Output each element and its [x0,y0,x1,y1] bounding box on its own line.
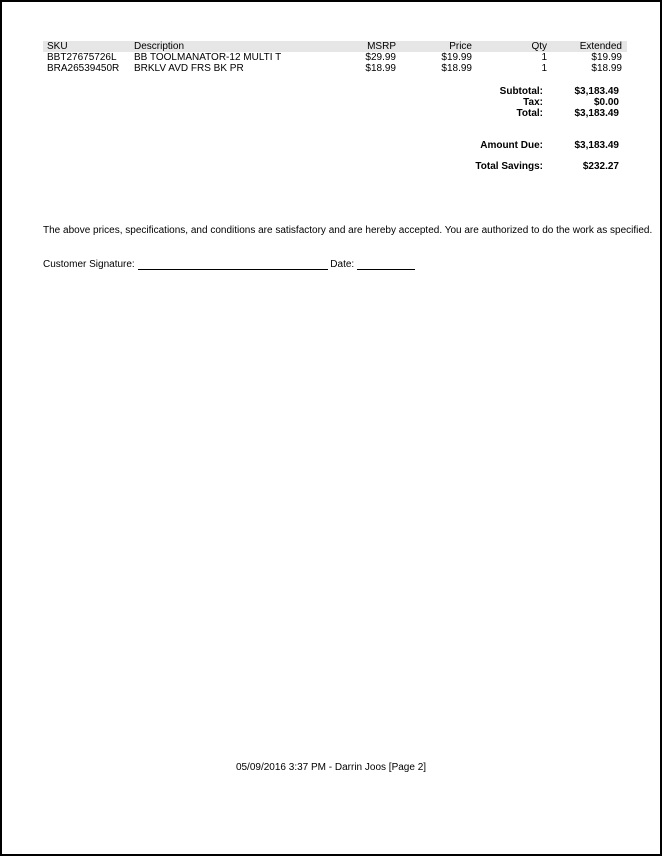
header-extended: Extended [579,41,622,52]
row-extended: $18.99 [591,63,622,74]
row-price: $19.99 [441,52,472,63]
row-sku: BBT27675726L [47,52,117,63]
total-savings-value: $232.27 [582,161,619,172]
row-sku: BRA26539450R [47,63,120,74]
customer-signature-label: Customer Signature: [43,259,135,270]
acceptance-terms: The above prices, specifications, and conditions are satisfactory and are hereby accepted. You are authorized to do the work as specified. [43,225,653,236]
row-msrp: $18.99 [365,63,396,74]
row-description: BRKLV AVD FRS BK PR [134,63,244,74]
row-extended: $19.99 [591,52,622,63]
header-price: Price [449,41,472,52]
header-msrp: MSRP [367,41,396,52]
signature-line [43,259,415,270]
row-price: $18.99 [441,63,472,74]
row-qty: 1 [541,63,547,74]
page-footer: 05/09/2016 3:37 PM - Darrin Joos [Page 2] [235,762,427,773]
subtotal-row [419,86,619,97]
total-savings-label: Total Savings: [475,161,543,172]
date-field [357,259,415,270]
line-items-table [43,41,627,74]
row-description: BB TOOLMANATOR-12 MULTI T [134,52,282,63]
total-value: $3,183.49 [574,108,619,119]
total-savings-row [419,161,619,172]
total-label: Total: [516,108,543,119]
table-row [43,52,627,63]
amount-due-row [419,140,619,151]
tax-label: Tax: [523,97,543,108]
table-header-row [43,41,627,52]
subtotal-value: $3,183.49 [574,86,619,97]
header-description: Description [134,41,185,52]
row-msrp: $29.99 [365,52,396,63]
total-row [419,108,619,119]
date-label: Date: [330,259,355,270]
subtotal-label: Subtotal: [499,86,543,97]
totals-block [419,86,619,172]
amount-due-value: $3,183.49 [574,140,619,151]
tax-row [419,97,619,108]
header-sku: SKU [47,41,68,52]
row-qty: 1 [541,52,547,63]
tax-value: $0.00 [593,97,619,108]
table-row [43,63,627,74]
header-qty: Qty [531,41,547,52]
customer-signature-field [138,259,328,270]
amount-due-label: Amount Due: [480,140,543,151]
